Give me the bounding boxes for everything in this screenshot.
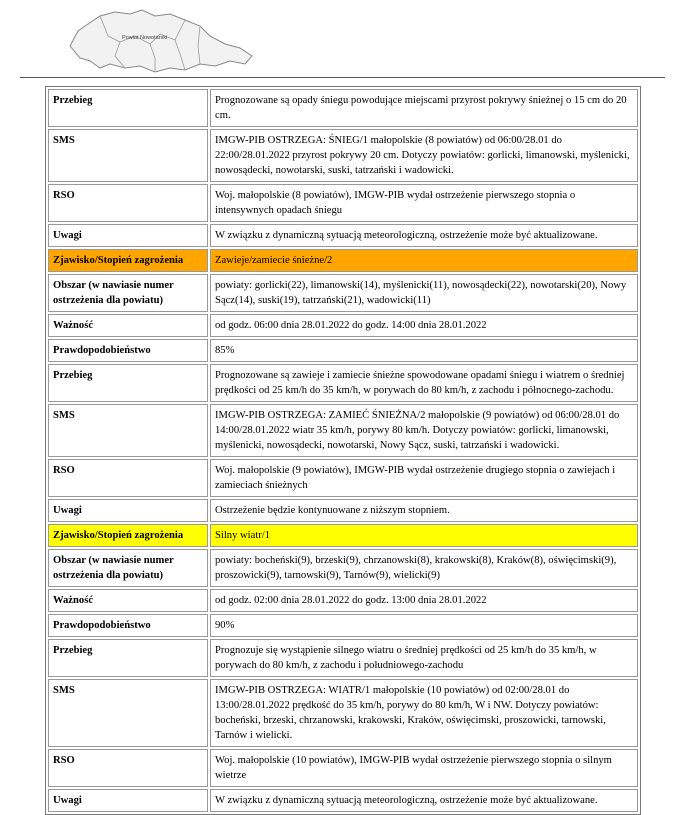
table-row	[48, 499, 638, 522]
table-row	[48, 274, 638, 312]
row-label: RSO	[48, 184, 208, 222]
row-value: 85%	[210, 339, 638, 362]
row-label: Uwagi	[48, 789, 208, 812]
row-value: W związku z dynamiczną sytuacją meteorologiczną, ostrzeżenie może być aktualizowane.	[210, 789, 638, 812]
logo-label: Powiat Nowotarski	[122, 35, 168, 41]
row-value: Woj. małopolskie (9 powiatów), IMGW-PIB wydał ostrzeżenie drugiego stopnia o zawiejach i zamieciach śnieżnych	[210, 459, 638, 497]
row-label: Przebieg	[48, 89, 208, 127]
header-divider	[20, 77, 665, 78]
table-row	[48, 749, 638, 787]
row-value: Ostrzeżenie będzie kontynuowane z niższym stopniem.	[210, 499, 638, 522]
row-label: RSO	[48, 749, 208, 787]
row-label: Zjawisko/Stopień zagrożenia	[48, 524, 208, 547]
table-row	[48, 589, 638, 612]
row-label: Prawdopodobieństwo	[48, 614, 208, 637]
row-label: SMS	[48, 404, 208, 457]
table-row	[48, 679, 638, 747]
row-value: Woj. małopolskie (10 powiatów), IMGW-PIB wydał ostrzeżenie pierwszego stopnia o silnym wietrze	[210, 749, 638, 787]
row-value: IMGW-PIB OSTRZEGA: ZAMIEĆ ŚNIEŻNA/2 małopolskie (9 powiatów) od 06:00/28.01 do 14:00/28.01.2022 wiatr 35 km/h, porywy 80 km/h. Dotyczy powiatów: gorlicki, limanowski, myślenicki, nowosądecki, nowotarski, Nowy Sącz, suski, tatrzański i wadowicki.	[210, 404, 638, 457]
table-row	[48, 314, 638, 337]
row-label: SMS	[48, 129, 208, 182]
row-value: powiaty: bocheński(9), brzeski(9), chrzanowski(8), krakowski(8), Kraków(8), oświęcimski(9), proszowicki(9), tarnowski(9), Tarnów(9), wielicki(9)	[210, 549, 638, 587]
row-label: Prawdopodobieństwo	[48, 339, 208, 362]
row-label: Przebieg	[48, 364, 208, 402]
table-row	[48, 184, 638, 222]
county-map-logo	[60, 6, 260, 76]
row-value: Prognozowane są opady śniegu powodujące miejscami przyrost pokrywy śnieżnej o 15 cm do 20 cm.	[210, 89, 638, 127]
row-value: IMGW-PIB OSTRZEGA: ŚNIEG/1 małopolskie (8 powiatów) od 06:00/28.01 do 22:00/28.01.2022 przyrost pokrywy 20 cm. Dotyczy powiatów: gorlicki, limanowski, myślenicki, nowosądecki, nowotarski, suski, tatrzański i wadowicki.	[210, 129, 638, 182]
warning-table	[45, 86, 641, 815]
row-value: Prognozowane są zawieje i zamiecie śnieżne spowodowane opadami śniegu i wiatrem o średniej prędkości od 25 km/h do 35 km/h, w porywach do 80 km/h, z zachodu i północnego-zachodu.	[210, 364, 638, 402]
row-label: RSO	[48, 459, 208, 497]
row-label: Zjawisko/Stopień zagrożenia	[48, 249, 208, 272]
row-label: Ważność	[48, 314, 208, 337]
table-row	[48, 129, 638, 182]
row-label: Obszar (w nawiasie numer ostrzeżenia dla powiatu)	[48, 274, 208, 312]
table-row	[48, 524, 638, 547]
table-row	[48, 89, 638, 127]
row-value: od godz. 06:00 dnia 28.01.2022 do godz. 14:00 dnia 28.01.2022	[210, 314, 638, 337]
row-label: Ważność	[48, 589, 208, 612]
row-value: powiaty: gorlicki(22), limanowski(14), myślenicki(11), nowosądecki(22), nowotarski(20), Nowy Sącz(14), suski(19), tatrzański(21), wadowicki(11)	[210, 274, 638, 312]
table-row	[48, 549, 638, 587]
row-label: Obszar (w nawiasie numer ostrzeżenia dla powiatu)	[48, 549, 208, 587]
table-row	[48, 614, 638, 637]
row-value: 90%	[210, 614, 638, 637]
row-value: Zawieje/zamiecie śnieżne/2	[210, 249, 638, 272]
table-row	[48, 224, 638, 247]
table-row	[48, 639, 638, 677]
row-value: Prognozuje się wystąpienie silnego wiatru o średniej prędkości od 25 km/h do 35 km/h, w porywach do 80 km/h, z zachodu i południowego-zachodu	[210, 639, 638, 677]
row-label: Uwagi	[48, 499, 208, 522]
table-row	[48, 339, 638, 362]
row-value: Woj. małopolskie (8 powiatów), IMGW-PIB wydał ostrzeżenie pierwszego stopnia o intensywnych opadach śniegu	[210, 184, 638, 222]
row-label: Przebieg	[48, 639, 208, 677]
row-value: IMGW-PIB OSTRZEGA: WIATR/1 małopolskie (10 powiatów) od 02:00/28.01 do 13:00/28.01.2022 prędkość do 35 km/h, porywy do 80 km/h, W i NW. Dotyczy powiatów: bocheński, brzeski, chrzanowski, krakowski, Kraków, oświęcimski, proszowicki, tarnowski, Tarnów i wielicki.	[210, 679, 638, 747]
row-value: Silny wiatr/1	[210, 524, 638, 547]
row-label: Uwagi	[48, 224, 208, 247]
table-row	[48, 459, 638, 497]
row-value: od godz. 02:00 dnia 28.01.2022 do godz. 13:00 dnia 28.01.2022	[210, 589, 638, 612]
table-row	[48, 404, 638, 457]
table-row	[48, 249, 638, 272]
row-label: SMS	[48, 679, 208, 747]
table-row	[48, 364, 638, 402]
row-value: W związku z dynamiczną sytuacją meteorologiczną, ostrzeżenie może być aktualizowane.	[210, 224, 638, 247]
